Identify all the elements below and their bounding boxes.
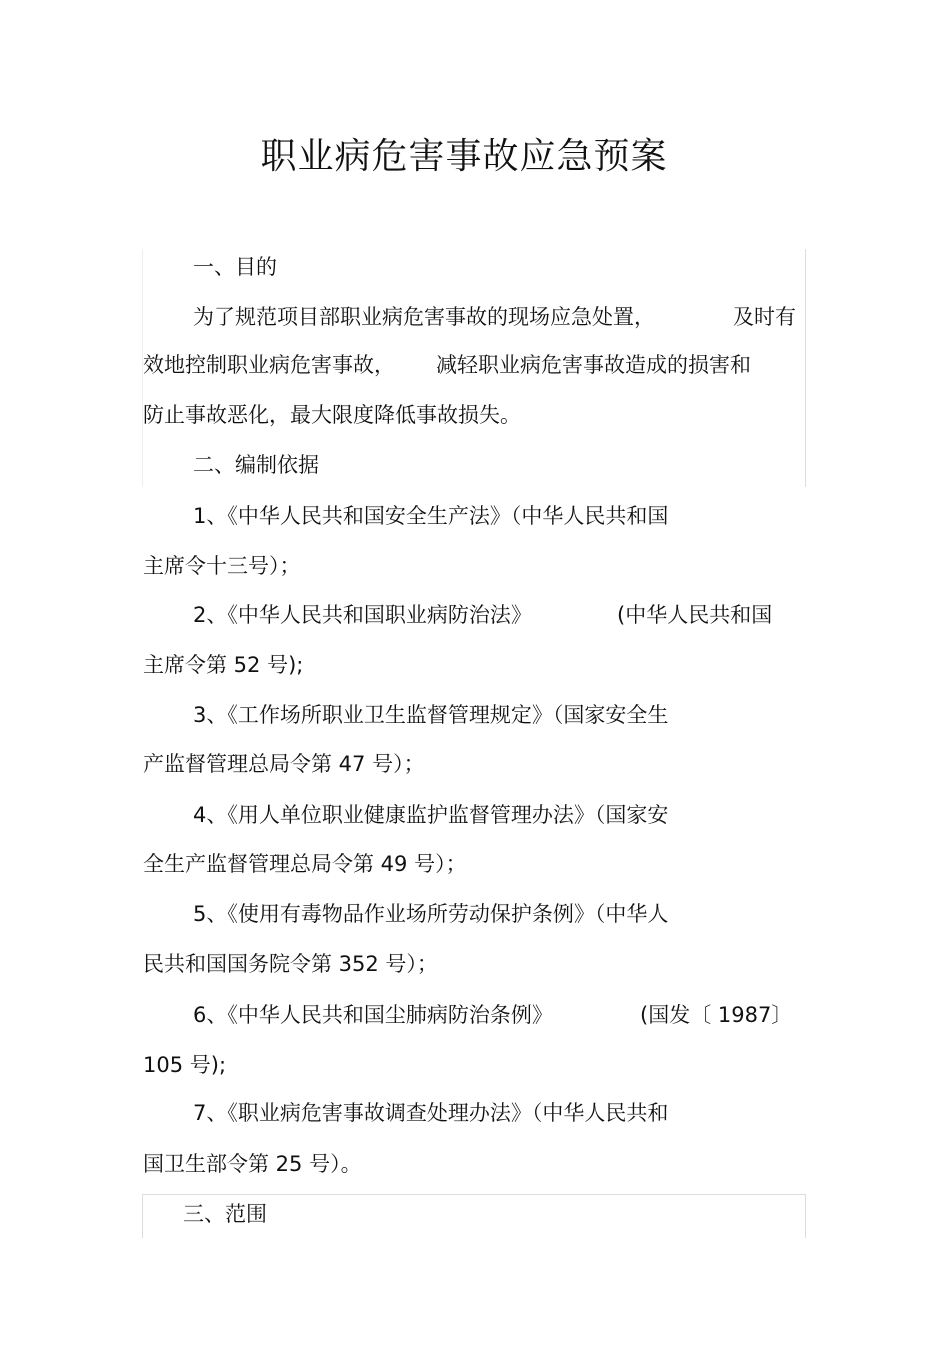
- basis-item-3-line1: 3、《工作场所职业卫生监督管理规定》（国家安全生: [193, 703, 669, 727]
- section1-text-line2-end: 减轻职业病危害事故造成的损害和: [436, 353, 751, 377]
- section3-heading: 三、范围: [183, 1202, 267, 1226]
- basis-item-4-line2: 全生产监督管理总局令第 49 号）；: [143, 852, 467, 876]
- section1-text-line3: 防止事故恶化，最大限度降低事故损失。: [143, 403, 521, 427]
- basis-item-5-line1: 5、《使用有毒物品作业场所劳动保护条例》（中华人: [193, 902, 669, 926]
- basis-item-6-line2: 105 号);: [143, 1053, 227, 1077]
- basis-item-2-line2: 主席令第 52 号);: [143, 653, 304, 677]
- basis-item-2-line1: 2、《中华人民共和国职业病防治法》: [193, 603, 532, 627]
- basis-item-3-line2: 产监督管理总局令第 47 号）；: [143, 752, 425, 776]
- basis-item-6-line1: 6、《中华人民共和国尘肺病防治条例》: [193, 1003, 553, 1027]
- section1-text-line1-end: 及时有: [733, 305, 796, 329]
- basis-item-1-line1: 1、《中华人民共和国安全生产法》（中华人民共和国: [193, 504, 669, 528]
- section1-heading: 一、目的: [193, 255, 277, 279]
- basis-item-7-line2: 国卫生部令第 25 号）。: [143, 1152, 362, 1176]
- page-title: 职业病危害事故应急预案: [260, 136, 668, 177]
- basis-item-2-line1-end: (中华人民共和国: [617, 603, 773, 627]
- basis-item-4-line1: 4、《用人单位职业健康监护监督管理办法》（国家安: [193, 803, 669, 827]
- section2-heading: 二、编制依据: [193, 453, 319, 477]
- basis-item-7-line1: 7、《职业病危害事故调查处理办法》（中华人民共和: [193, 1101, 669, 1125]
- section1-text-line2: 效地控制职业病危害事故，: [143, 353, 395, 377]
- section1-text-line1: 为了规范项目部职业病危害事故的现场应急处置，: [193, 305, 655, 329]
- basis-item-1-line2: 主席令十三号）；: [143, 554, 301, 578]
- basis-item-6-line1-end: (国发〔 1987〕: [640, 1003, 793, 1027]
- basis-item-5-line2: 民共和国国务院令第 352 号）；: [143, 952, 438, 976]
